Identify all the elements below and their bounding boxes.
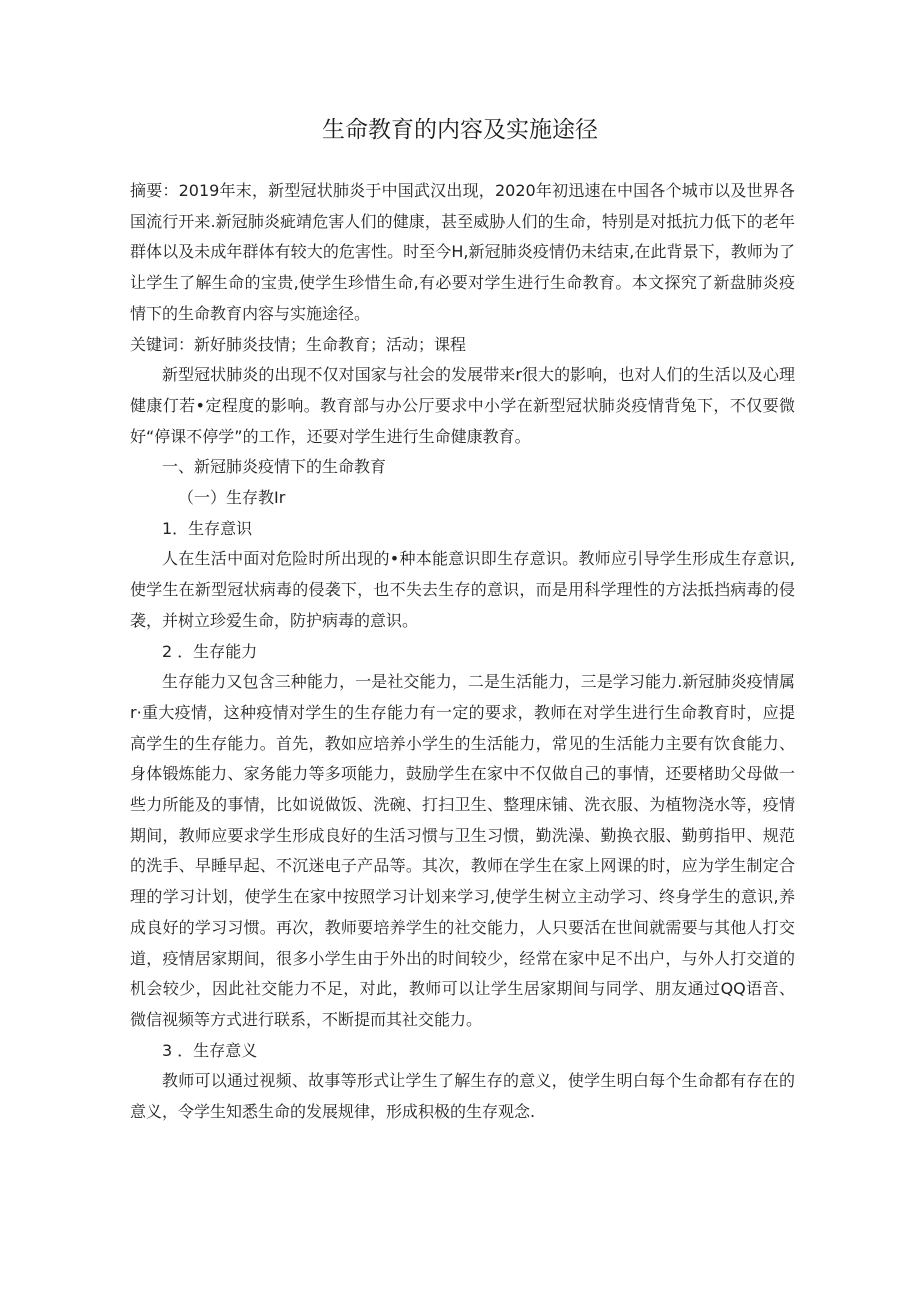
item-heading-3: 3 ．生存意义	[162, 1040, 258, 1060]
section-heading-1: 一、新冠肺炎疫情下的生命教育	[162, 457, 387, 477]
item-paragraph-2: 生存能力又包含三种能力，一是社交能力，二是生活能力，三是学习能力.新冠肺炎疫情属r·重大疫情，这种疫情对学生的生存能力有一定的要求，教师在对学生进行生命教育时，应提高学生的生存能力。首先，教如应培养小学生的生活能力，常见的生活能力主要有饮食能力、身体锻炼能力、家务能力等多项能力，鼓励学生在家中不仅做自己的事情，还要楮助父母做一些力所能及的事情，比如说做饭、洗碗、打扫卫生、整理床铺、洗衣服、为植物浇水等，疫情期间，教师应要求学生形成良好的生活习惯与卫生习惯，勤洗澡、勤换衣服、勤剪指甲、规范的洗手、早睡早起、不沉迷电子产品等。其次，教师在学生在家上网课的时，应为学生制定合理的学习计划，使学生在家中按照学习计划来学习,使学生树立主动学习、终身学生的意识,养成良好的学习习惯。再次，教师要培养学生的社交能力，人只要活在世间就需要与其他人打交道，疫情居家期间，很多小学生由于外出的时间较少，经常在家中足不出户，与外人打交道的机会较少，因此社交能力不足，对此，教师可以让学生居家期间与同学、朋友通过QQ语音、微信视频等方式进行联系，不断提而其社交能力。	[130, 672, 795, 1029]
item-paragraph-1: 人在生活中面对危险时所出现的•种本能意识即生存意识。教师应引导学生形成生存意识,使学生在新型冠状病毒的侵袭下，也不失去生存的意识，而是用科学理性的方法抵挡病毒的侵袭，并树立珍爱生命，防护病毒的意识。	[130, 549, 795, 630]
keywords-line: 关键词：新好肺炎技情；生命教育；活动；课程	[130, 334, 467, 354]
subsection-heading-1: （一）生存教Ir	[178, 488, 286, 508]
item-heading-1: 1．生存意识	[162, 518, 253, 538]
item-heading-2: 2 ．生存能力	[162, 641, 258, 661]
document-body	[130, 176, 795, 1128]
abstract-paragraph: 摘要：2019年末，新型冠状肺炎于中国武汉出现，2020年初迅速在中国各个城市以及世界各国流行开来.新冠肺炎疵靖危害人们的健康，甚至威胁人们的生命，特别是对抵抗力低下的老年群体以及未成年群体有较大的危害性。时至今H,新冠肺炎疫情仍未结束,在此背景下，教师为了让学生了解生命的宝贵,使学生珍惜生命,有必要对学生进行生命教育。本文探究了新盘肺炎疫情下的生命教育内容与实施途径。	[130, 181, 795, 323]
item-paragraph-3: 教师可以通过视频、故事等形式让学生了解生存的意义，使学生明白每个生命都有存在的意义，令学生知悉生命的发展规律，形成积极的生存观念.	[130, 1071, 795, 1122]
intro-paragraph: 新型冠状肺炎的出现不仅对国家与社会的发展带来r很大的影响，也对人们的生活以及心理健康仃若•定程度的影响。教育部与办公厅要求中小学在新型冠状肺炎疫情背兔下，不仅要微好“停课不停学”的工作，还要对学生进行生命健康教育。	[130, 365, 795, 446]
document-title: 生命教育的内容及实施途径	[322, 117, 598, 143]
